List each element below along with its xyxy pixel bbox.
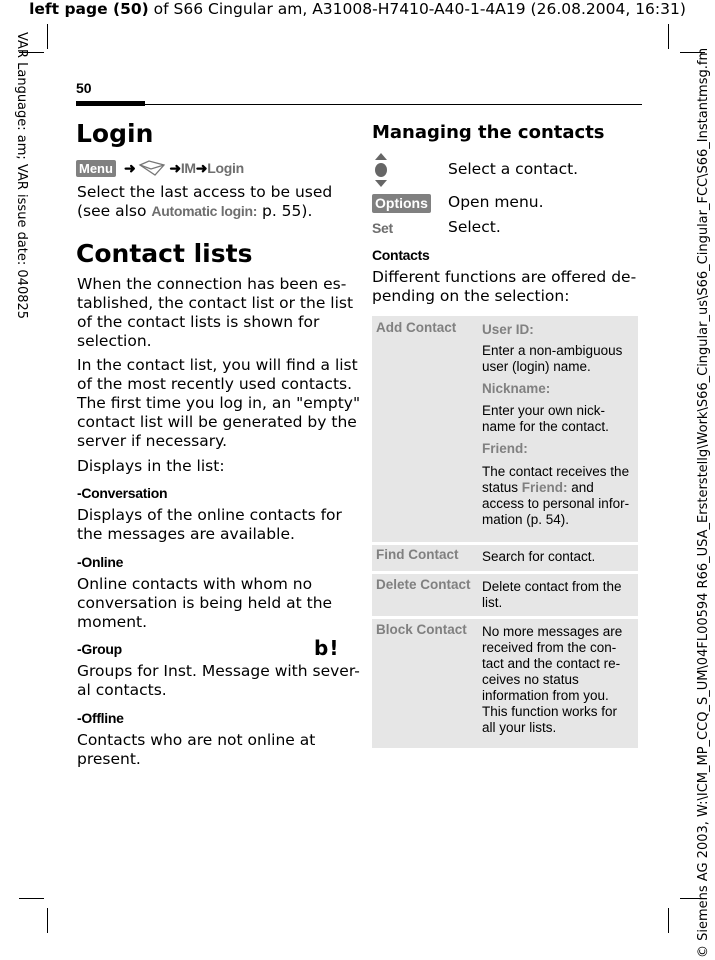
block-line: received from the con-: [482, 640, 617, 655]
page-number: 50: [76, 80, 92, 96]
arrow-icon: ➜: [195, 159, 208, 176]
crop-mark: [47, 24, 48, 49]
friend-line-part: and: [567, 480, 594, 495]
user-id-line: user (login) name.: [482, 359, 591, 374]
group-text: [77, 662, 360, 700]
path-login: Login: [207, 160, 244, 176]
options-key[interactable]: Options: [372, 194, 431, 213]
offline-line: Contacts who are not online at: [77, 731, 316, 749]
para1-line: When the connection has been es-: [77, 275, 347, 293]
contacts-heading: Contacts: [372, 247, 430, 263]
group-heading: -Group: [77, 641, 122, 657]
menu-path: [76, 158, 244, 178]
block-contact-label: Block Contact: [376, 622, 467, 637]
conversation-line: the messages are available.: [77, 525, 295, 543]
conversation-text: [77, 506, 342, 544]
header-rule-thin: [145, 104, 642, 105]
options-key-wrap: [372, 193, 431, 213]
page-header: [0, 0, 715, 18]
arrow-icon: ➜: [169, 159, 181, 176]
block-line: This function works for: [482, 704, 618, 719]
header-rest: of S66 Cingular am, A31008-H7410-A40-1-4A19 (26.08.2004, 16:31): [148, 0, 686, 18]
online-heading: -Online: [77, 554, 124, 570]
contacts-line: Different functions are offered de-: [372, 268, 637, 286]
crop-mark: [19, 898, 44, 899]
path-im: IM: [180, 160, 196, 176]
login-text-2a: (see also: [77, 202, 152, 220]
block-line: ceives no status: [482, 672, 579, 687]
crop-mark: [668, 908, 669, 933]
contacts-text: [372, 268, 636, 306]
delete-line: Delete contact from the: [482, 579, 622, 594]
arrow-icon: ➜: [123, 159, 136, 176]
para2-line: The first time you log in, an "empty": [77, 394, 361, 412]
user-id-label: User ID:: [482, 322, 534, 337]
block-line: information from you.: [482, 688, 609, 703]
envelope-icon: [137, 159, 167, 177]
friend-line: The contact receives the: [482, 464, 630, 479]
navigation-key-icon: [374, 153, 388, 187]
para2-line: of the most recently used contacts.: [77, 375, 353, 393]
friend-line: [482, 480, 634, 496]
para1-line: of the contact lists is shown for: [77, 313, 320, 331]
add-contact-desc: [482, 322, 634, 528]
online-line: Online contacts with whom no: [77, 575, 313, 593]
conversation-heading: -Conversation: [77, 485, 168, 501]
find-line: Search for contact.: [482, 549, 596, 564]
friend-line: mation (p. 54).: [482, 512, 570, 527]
friend-line-part: status: [482, 480, 522, 495]
delete-contact-label: Delete Contact: [376, 577, 471, 592]
login-title: Login: [76, 119, 154, 148]
nickname-line: name for the contact.: [482, 419, 609, 434]
contact-lists-title: Contact lists: [76, 239, 253, 268]
group-line: Groups for Inst. Message with sever-: [77, 662, 360, 680]
para1-line: tablished, the contact list or the list: [77, 294, 354, 312]
group-line: al contacts.: [77, 681, 167, 699]
block-contact-desc: [482, 624, 634, 736]
find-contact-desc: [482, 549, 634, 565]
group-icon: b!: [314, 636, 340, 660]
menu-key[interactable]: Menu: [76, 160, 116, 177]
offline-text: [77, 731, 315, 769]
find-contact-label: Find Contact: [376, 547, 459, 562]
login-text-2c: p. 55).: [257, 202, 313, 220]
add-contact-label: Add Contact: [376, 320, 457, 335]
friend-ref: Friend:: [521, 480, 568, 495]
online-line: moment.: [77, 613, 148, 631]
user-id-line: Enter a non-ambiguous: [482, 343, 623, 358]
friend-line: access to personal infor-: [482, 496, 630, 511]
table-separator: [372, 571, 638, 574]
conversation-line: Displays of the online contacts for: [77, 506, 342, 524]
para2: [77, 356, 360, 451]
block-line: tact and the contact re-: [482, 656, 621, 671]
para1-line: selection.: [77, 332, 152, 350]
offline-heading: -Offline: [77, 710, 124, 726]
para1: [77, 275, 353, 351]
contacts-line: pending on the selection:: [372, 287, 570, 305]
delete-contact-desc: [482, 579, 634, 611]
para2-line: In the contact list, you will find a list: [77, 356, 358, 374]
select-contact-text: Select a contact.: [448, 160, 579, 178]
online-text: [77, 575, 332, 632]
friend-label: Friend:: [482, 441, 528, 456]
table-separator: [372, 542, 638, 545]
block-line: No more messages are: [482, 624, 623, 639]
offline-line: present.: [77, 750, 141, 768]
open-menu-text: Open menu.: [448, 193, 544, 211]
nickname-line: Enter your own nick-: [482, 403, 606, 418]
set-key[interactable]: Set: [372, 220, 393, 236]
delete-line: list.: [482, 595, 503, 610]
para2-line: contact list will be generated by the: [77, 413, 357, 431]
table-separator: [372, 616, 638, 619]
displays-label: Displays in the list:: [77, 457, 225, 475]
header-rule-thick: [76, 101, 145, 106]
side-text-right: © Siemens AG 2003, W:\ICM_MP_CCQ_S_UM\04FL00594 R66_USA_Ersterstellg\Work\S66_Cingular_us\S66_Cingular_FCC\S66_Instantmsg.fm: [696, 47, 711, 958]
para2-line: server if necessary.: [77, 432, 228, 450]
functions-table: [372, 316, 638, 748]
crop-mark: [47, 908, 48, 933]
online-line: conversation is being held at the: [77, 594, 333, 612]
block-line: all your lists.: [482, 720, 557, 735]
nickname-label: Nickname:: [482, 381, 551, 396]
crop-mark: [668, 24, 669, 49]
login-text-2: [77, 202, 312, 221]
header-bold: left page (50): [29, 0, 149, 18]
login-text-1: Select the last access to be used: [77, 183, 333, 201]
side-text-left: VAR Language: am; VAR issue date: 040825: [14, 32, 29, 320]
select-text: Select.: [448, 218, 501, 236]
managing-title: Managing the contacts: [372, 122, 605, 143]
automatic-login-ref: Automatic login:: [151, 203, 258, 219]
